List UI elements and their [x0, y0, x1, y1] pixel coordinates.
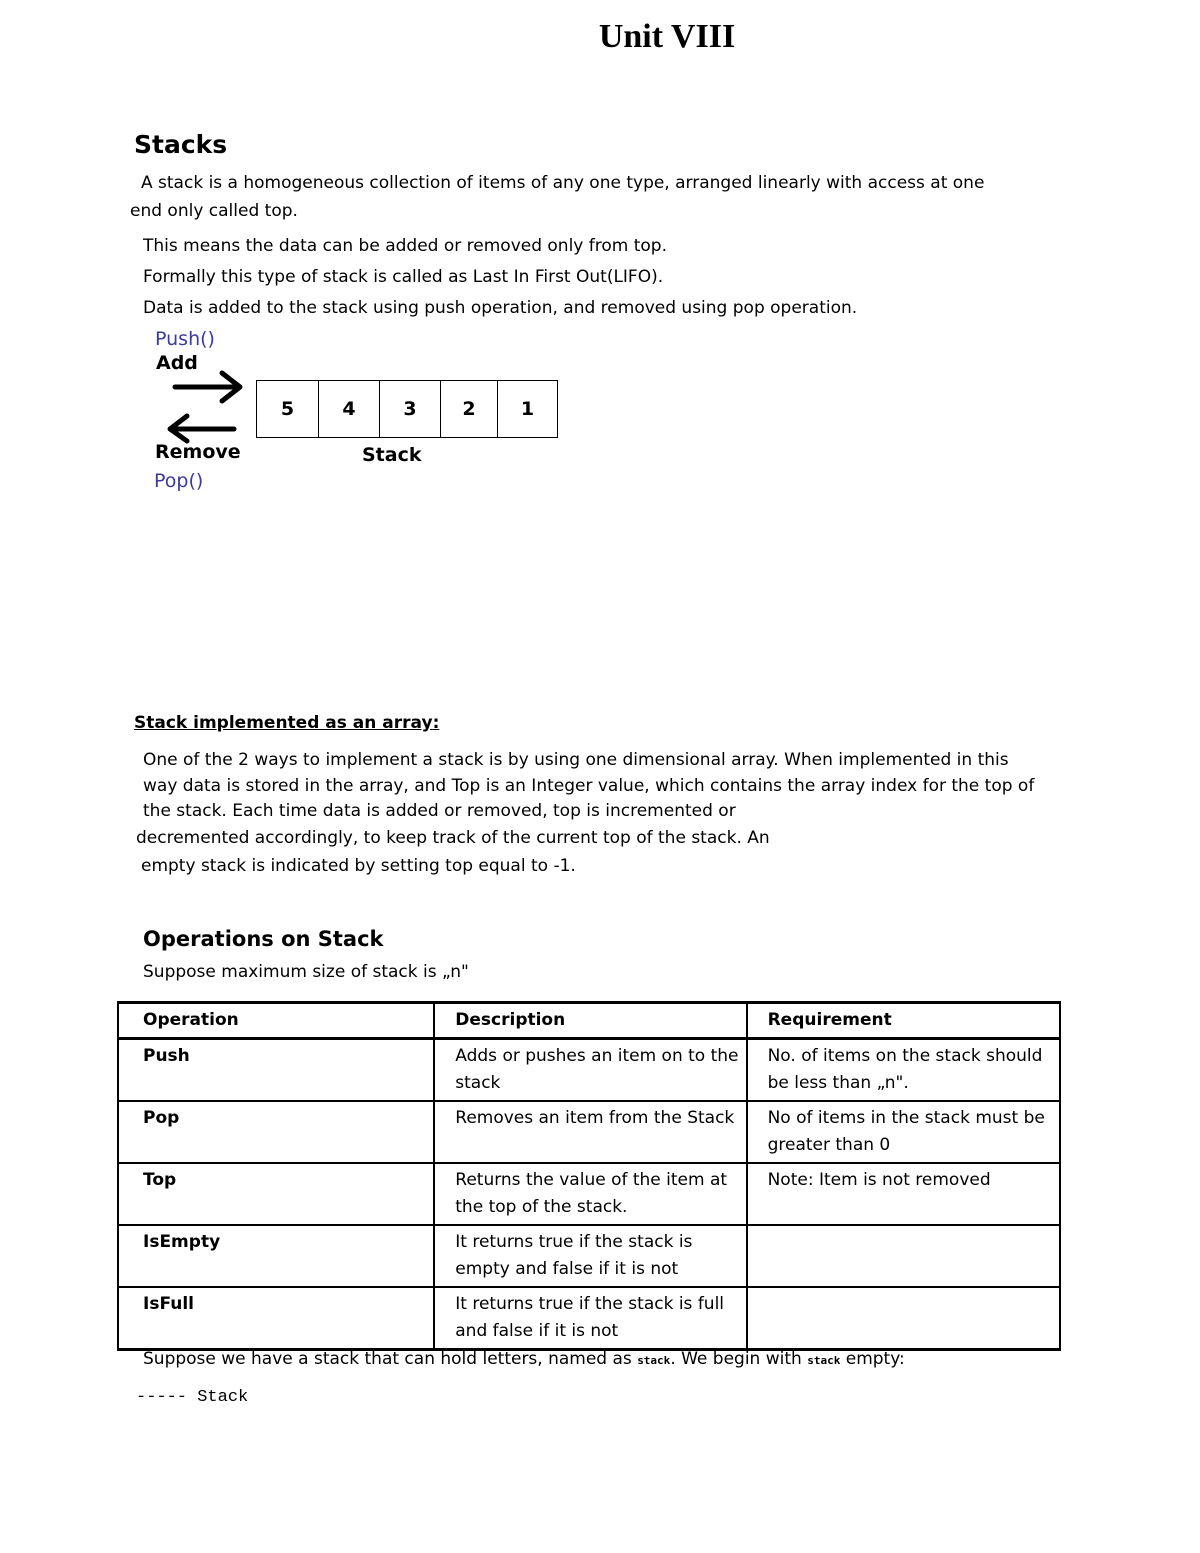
table-cell-requirement — [747, 1287, 1060, 1350]
stacks-para-line-1: A stack is a homogeneous collection of items of any one type, arranged linearly with access at one — [141, 173, 985, 193]
array-para-line-4: decremented accordingly, to keep track of the current top of the stack. An — [136, 828, 770, 848]
table-cell-description: It returns true if the stack is full and false if it is not — [434, 1287, 746, 1350]
diagram-remove-label: Remove — [155, 441, 241, 463]
left-arrow-icon — [170, 416, 234, 441]
array-section-heading: Stack implemented as an array: — [134, 713, 440, 733]
stack-cell: 1 — [520, 398, 535, 420]
table-row — [118, 1287, 1060, 1350]
stack-cell: 4 — [319, 381, 380, 437]
stacks-para-line-5: Data is added to the stack using push operation, and removed using pop operation. — [143, 298, 858, 318]
operations-heading: Operations on Stack — [143, 927, 384, 951]
table-header-row — [118, 1003, 1060, 1039]
table-row — [118, 1225, 1060, 1287]
table-cell-requirement: Note: Item is not removed — [747, 1163, 1060, 1225]
operations-table — [117, 1001, 1061, 1351]
final-paragraph — [143, 1345, 905, 1375]
stack-cell: 5 — [257, 381, 319, 437]
final-text-part-3: empty: — [845, 1349, 905, 1369]
inline-code-stack: stack — [637, 1354, 671, 1367]
stacks-para-line-3: This means the data can be added or removed only from top. — [143, 236, 667, 256]
diagram-add-label: Add — [156, 352, 198, 374]
table-cell-requirement — [747, 1225, 1060, 1287]
table-row — [118, 1163, 1060, 1225]
stack-cell: 3 — [380, 381, 441, 437]
table-header-cell: Description — [434, 1003, 746, 1039]
array-para-line-3: the stack. Each time data is added or removed, top is incremented or — [143, 801, 736, 821]
table-cell-operation: Push — [118, 1039, 434, 1102]
table-cell-operation: Top — [118, 1163, 434, 1225]
array-para-line-1: One of the 2 ways to implement a stack is by using one dimensional array. When implemented in this — [143, 750, 1009, 770]
stack-cell: 2 — [441, 381, 498, 437]
stack-cells — [256, 380, 558, 438]
right-arrow-icon — [175, 373, 240, 401]
table-cell-operation: IsFull — [118, 1287, 434, 1350]
diagram-pop-label: Pop() — [154, 470, 204, 492]
stacks-para-line-2: end only called top. — [130, 201, 298, 221]
table-cell-description: Removes an item from the Stack — [434, 1101, 746, 1163]
table-cell-requirement: No. of items on the stack should be less than „n". — [747, 1039, 1060, 1102]
table-header-cell: Operation — [118, 1003, 434, 1039]
table-cell-description: Adds or pushes an item on to the stack — [434, 1039, 746, 1102]
table-cell-requirement: No of items in the stack must be greater than 0 — [747, 1101, 1060, 1163]
stacks-heading: Stacks — [134, 130, 228, 159]
final-text-part-1: Suppose we have a stack that can hold letters, named as — [143, 1349, 632, 1369]
array-para-line-5: empty stack is indicated by setting top equal to -1. — [141, 856, 576, 876]
table-header-cell: Requirement — [747, 1003, 1060, 1039]
table-row — [118, 1101, 1060, 1163]
code-line: ----- Stack — [136, 1388, 249, 1407]
diagram-push-label: Push() — [155, 328, 215, 350]
table-cell-operation: Pop — [118, 1101, 434, 1163]
table-cell-operation: IsEmpty — [118, 1225, 434, 1287]
push-pop-arrows-icon — [160, 368, 250, 448]
page-title: Unit VIII — [598, 18, 736, 55]
table-cell-description: Returns the value of the item at the top of the stack. — [434, 1163, 746, 1225]
inline-code-stack: stack — [807, 1354, 841, 1367]
final-text-part-2: . We begin with — [670, 1349, 802, 1369]
table-cell-description: It returns true if the stack is empty and false if it is not — [434, 1225, 746, 1287]
operations-subtitle: Suppose maximum size of stack is „n" — [143, 962, 469, 982]
stacks-para-line-4: Formally this type of stack is called as Last In First Out(LIFO). — [143, 267, 664, 287]
table-row — [118, 1039, 1060, 1102]
array-para-line-2: way data is stored in the array, and Top is an Integer value, which contains the array index for the top of — [143, 776, 1035, 796]
diagram-stack-label: Stack — [362, 444, 422, 466]
